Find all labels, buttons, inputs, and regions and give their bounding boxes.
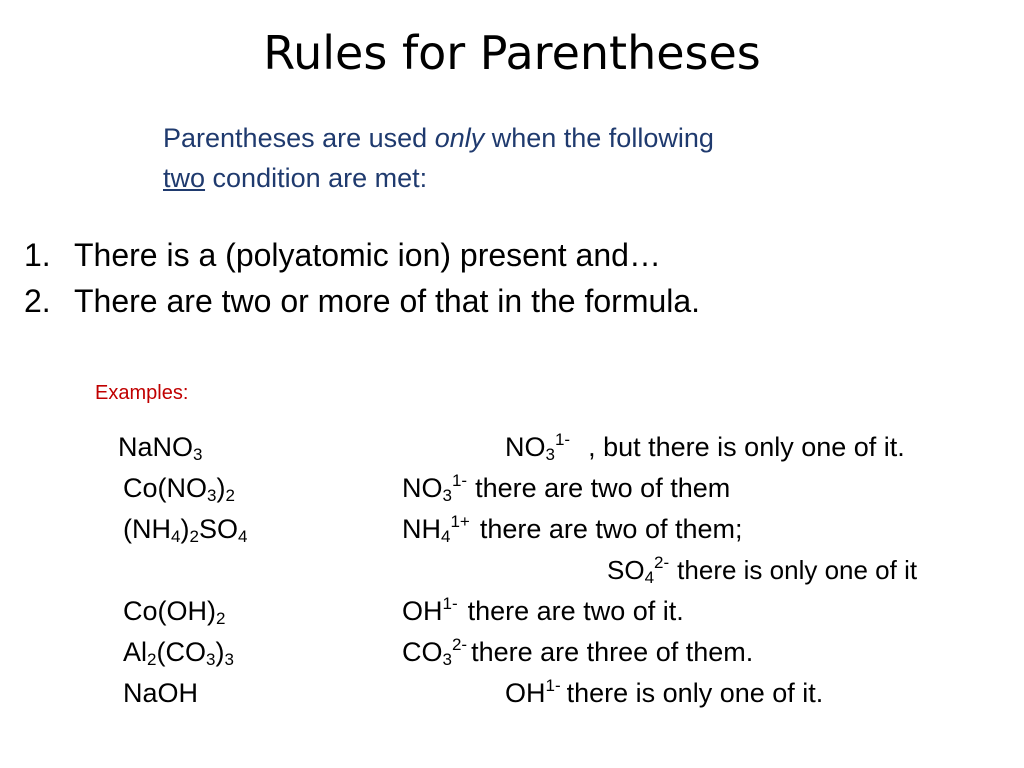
formula-subscript: 4 xyxy=(171,527,181,546)
formula-subscript: 3 xyxy=(207,486,217,505)
example-comment: there is only one of it. xyxy=(566,678,824,708)
ion-subscript: 3 xyxy=(442,650,452,669)
ion-charge: 1- xyxy=(554,430,571,449)
example-formula xyxy=(123,678,198,708)
rule-text: There are two or more of that in the formula. xyxy=(74,283,701,319)
examples-label: Examples: xyxy=(95,382,189,404)
example-ion xyxy=(402,473,730,503)
intro-part-1: Parentheses are used xyxy=(163,123,435,153)
rule-number: 2. xyxy=(24,283,51,319)
rule-item xyxy=(24,232,700,278)
rules-list xyxy=(24,232,700,324)
ion-subscript: 3 xyxy=(442,486,452,505)
ion-symbol: NH xyxy=(402,514,441,544)
formula-subscript: 2 xyxy=(225,486,235,505)
example-ion xyxy=(402,637,753,667)
formula-subscript: 3 xyxy=(193,445,203,464)
intro-line-1 xyxy=(163,118,714,158)
ion-charge: 1- xyxy=(545,676,561,695)
formula-subscript: 3 xyxy=(224,650,234,669)
formula-subscript: 3 xyxy=(205,650,216,669)
intro-line-2 xyxy=(163,158,714,198)
formula-part: NaOH xyxy=(123,678,199,708)
ion-subscript: 4 xyxy=(644,568,655,587)
formula-part: Al xyxy=(123,637,148,667)
example-comment: there are two of it. xyxy=(467,596,684,626)
example-formula xyxy=(123,514,247,544)
ion-symbol: NO xyxy=(402,473,443,503)
rule-text: There is a (polyatomic ion) present and… xyxy=(74,237,661,273)
rule-item xyxy=(24,278,700,324)
example-comment: there is only one of it xyxy=(677,555,918,585)
example-formula xyxy=(118,432,202,462)
ion-subscript: 4 xyxy=(441,527,451,546)
rule-number: 1. xyxy=(24,237,51,273)
formula-part: Co(NO xyxy=(123,473,208,503)
ion-symbol: NO xyxy=(505,432,546,462)
formula-part: Co(OH) xyxy=(123,596,216,626)
ion-symbol: OH xyxy=(402,596,443,626)
formula-part: ) xyxy=(180,514,190,544)
ion-symbol: CO xyxy=(402,637,443,667)
formula-subscript: 2 xyxy=(147,650,157,669)
intro-underlined: two xyxy=(163,163,206,193)
example-comment: there are two of them xyxy=(475,473,731,503)
intro-part-3: condition are met: xyxy=(205,163,428,193)
example-comment: there are two of them; xyxy=(479,514,743,544)
ion-symbol: OH xyxy=(505,678,546,708)
ion-subscript: 3 xyxy=(545,445,555,464)
slide-title: Rules for Parentheses xyxy=(263,26,761,80)
ion-charge: 1- xyxy=(451,471,468,490)
formula-subscript: 2 xyxy=(189,527,199,546)
formula-part: (NH xyxy=(123,514,171,544)
formula-part: (CO xyxy=(156,637,206,667)
formula-part: ) xyxy=(216,473,226,503)
example-ion xyxy=(607,555,917,585)
ion-charge: 1+ xyxy=(450,512,470,531)
example-formula xyxy=(123,596,225,626)
example-ion xyxy=(505,432,905,462)
ion-charge: 2- xyxy=(451,635,468,654)
formula-subscript: 4 xyxy=(237,527,248,546)
formula-subscript: 2 xyxy=(216,609,226,628)
example-ion xyxy=(505,678,823,708)
example-comment: , but there is only one of it. xyxy=(588,432,905,462)
intro-part-2: when the following xyxy=(484,123,714,153)
intro-emphasis: only xyxy=(434,123,485,153)
example-formula xyxy=(123,637,234,667)
ion-symbol: SO xyxy=(607,555,645,585)
example-comment: there are three of them. xyxy=(471,637,754,667)
ion-charge: 2- xyxy=(654,553,670,572)
intro-text xyxy=(163,118,714,198)
example-formula xyxy=(123,473,235,503)
formula-part: NaNO xyxy=(118,432,194,462)
formula-part: SO xyxy=(198,514,238,544)
example-ion xyxy=(402,514,743,544)
example-ion xyxy=(402,596,684,626)
ion-charge: 1- xyxy=(442,594,458,613)
formula-part: ) xyxy=(215,637,225,667)
